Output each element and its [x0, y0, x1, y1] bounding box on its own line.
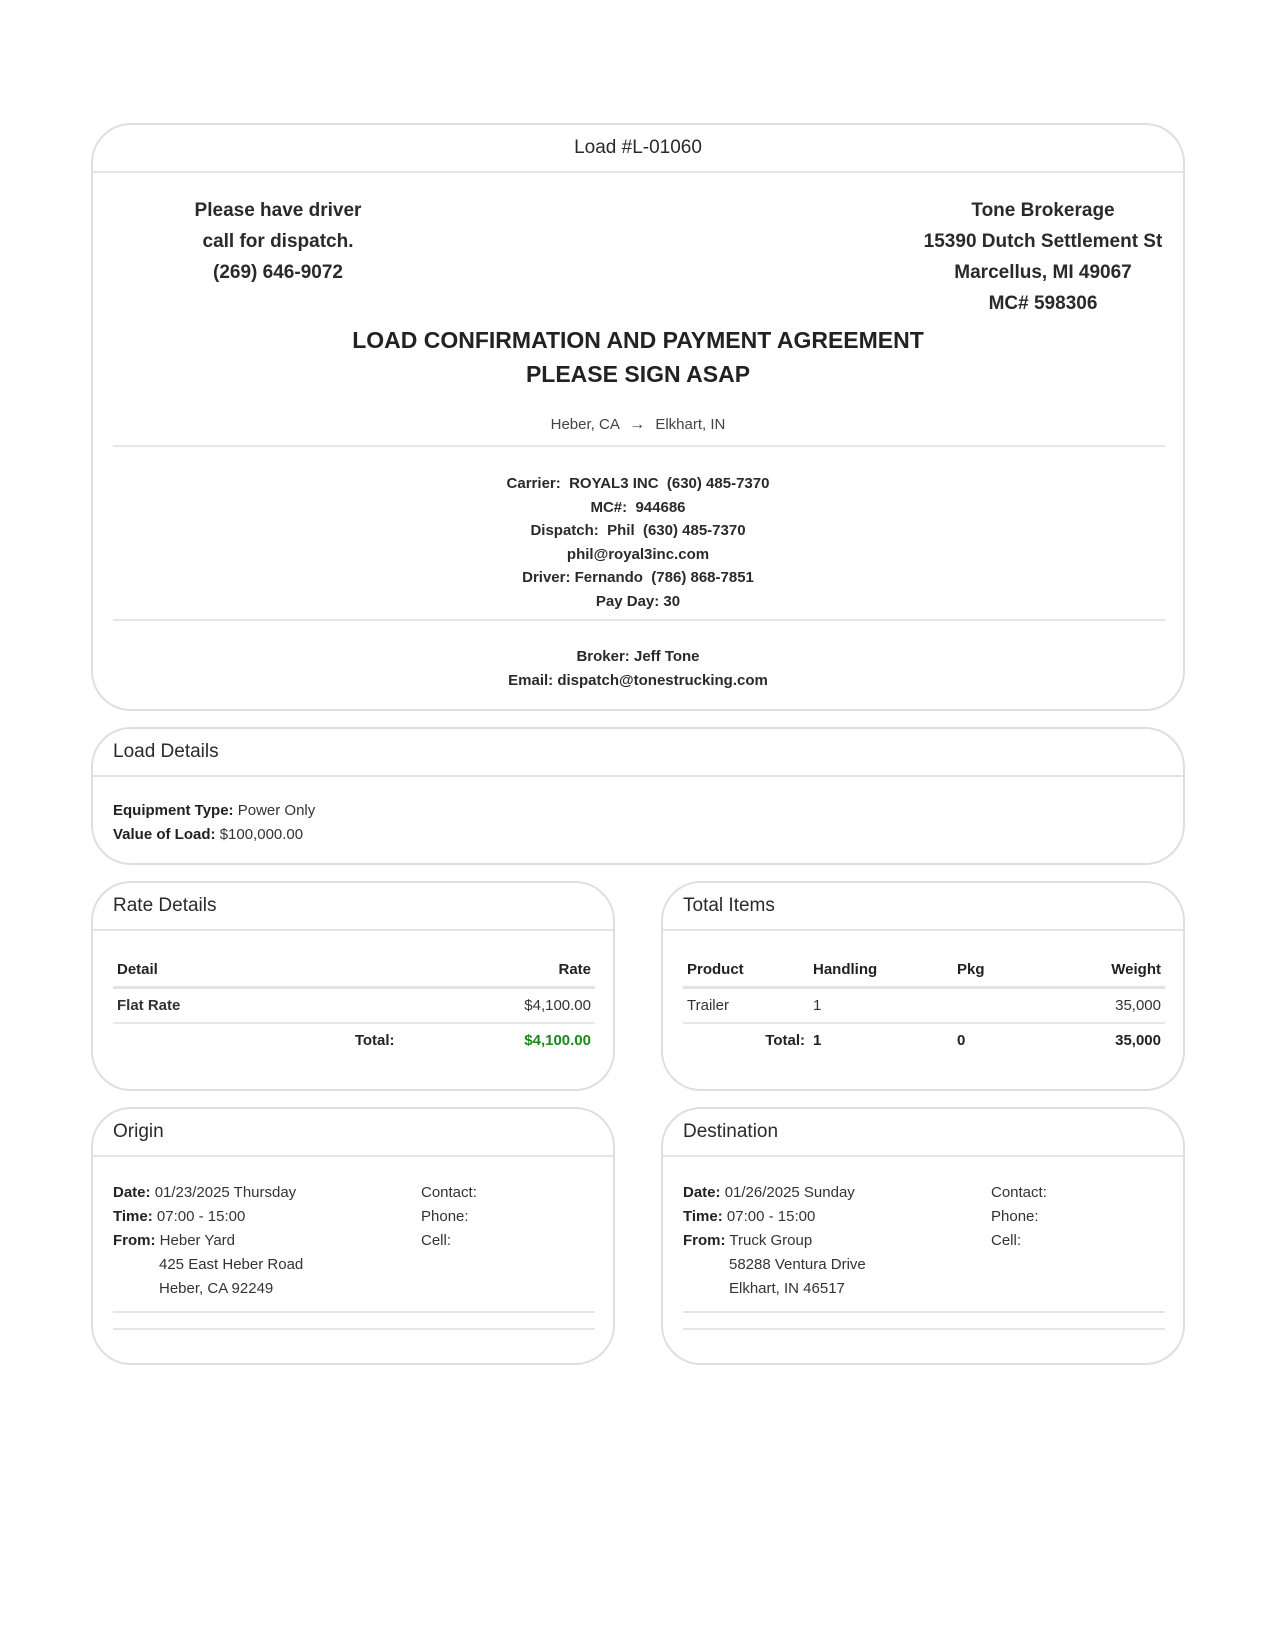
total-items-title: Total Items	[663, 883, 1183, 931]
dispatch-note	[193, 195, 363, 288]
from-value: Heber Yard	[159, 1232, 235, 1249]
items-total-handling: 1	[813, 1032, 822, 1049]
total-label: Total:	[354, 1032, 395, 1049]
broker-company-name: Tone Brokerage	[971, 200, 1115, 221]
total-row	[113, 1023, 595, 1057]
total-row	[683, 1023, 1165, 1057]
phone-label: Phone:	[421, 1208, 469, 1225]
broker-company-city: Marcellus, MI 49067	[954, 262, 1132, 283]
carrier-payday: Pay Day: 30	[595, 592, 681, 610]
items-total-label: Total:	[765, 1032, 805, 1049]
destination-card	[661, 1107, 1185, 1365]
carrier-dispatch: Dispatch: Phil (630) 485-7370	[530, 522, 746, 539]
contact-label: Contact:	[991, 1184, 1047, 1201]
divider	[113, 1328, 595, 1330]
table-row	[683, 988, 1165, 1024]
time-label: Time:	[683, 1208, 723, 1225]
divider	[113, 445, 1165, 447]
date-label: Date:	[113, 1184, 151, 1201]
col-weight: Weight	[1051, 953, 1165, 988]
route-destination: Elkhart, IN	[655, 416, 726, 433]
time-value: 07:00 - 15:00	[156, 1208, 246, 1225]
divider	[683, 1328, 1165, 1330]
divider	[113, 1311, 595, 1313]
dispatch-phone: (269) 646-9072	[213, 262, 343, 283]
load-details-card	[91, 727, 1185, 865]
origin-address-line1: 425 East Heber Road	[159, 1256, 304, 1273]
load-value-label: Value of Load:	[113, 826, 216, 843]
table-row	[113, 988, 595, 1024]
contact-label: Contact:	[421, 1184, 477, 1201]
load-details-title: Load Details	[93, 729, 1183, 777]
origin-time	[113, 1205, 413, 1229]
origin-title: Origin	[93, 1109, 613, 1157]
origin-schedule	[113, 1181, 413, 1301]
carrier-line: Carrier: ROYAL3 INC (630) 485-7370	[506, 475, 770, 492]
from-label: From:	[113, 1232, 156, 1249]
arrow-right-icon: →	[629, 416, 646, 433]
col-handling: Handling	[809, 953, 953, 988]
total-items-card	[661, 881, 1185, 1091]
cell-label: Cell:	[421, 1232, 452, 1249]
items-table	[683, 953, 1165, 1057]
item-weight: 35,000	[1051, 988, 1165, 1024]
rate-details-title: Rate Details	[93, 883, 613, 931]
item-product: Trailer	[683, 988, 809, 1024]
dispatch-note-line: Please have driver	[194, 200, 362, 221]
rate-detail-cell: Flat Rate	[113, 988, 301, 1024]
date-label: Date:	[683, 1184, 721, 1201]
destination-address-line2: Elkhart, IN 46517	[729, 1280, 845, 1297]
agreement-title: LOAD CONFIRMATION AND PAYMENT AGREEMENT	[352, 327, 924, 353]
route-origin: Heber, CA	[550, 416, 619, 433]
broker-email[interactable]: Email: dispatch@tonestrucking.com	[508, 671, 768, 689]
load-confirmation-card	[91, 123, 1185, 711]
destination-title: Destination	[663, 1109, 1183, 1157]
load-value-amount: $100,000.00	[219, 826, 304, 843]
rate-amount-cell: $4,100.00	[399, 988, 595, 1024]
origin-contact	[421, 1181, 601, 1253]
items-total-pkg: 0	[957, 1032, 966, 1049]
col-detail: Detail	[113, 953, 301, 988]
cell-label: Cell:	[991, 1232, 1022, 1249]
rate-table	[113, 953, 595, 1057]
divider	[683, 1311, 1165, 1313]
date-value: 01/23/2025 Thursday	[154, 1184, 297, 1201]
destination-schedule	[683, 1181, 983, 1301]
col-pkg: Pkg	[953, 953, 1051, 988]
broker-name: Broker: Jeff Tone	[576, 648, 700, 665]
destination-date	[683, 1181, 983, 1205]
destination-time	[683, 1205, 983, 1229]
col-product: Product	[683, 953, 809, 988]
carrier-block	[93, 472, 1183, 613]
items-total-weight: 35,000	[1115, 1032, 1161, 1049]
table-header-row	[683, 953, 1165, 988]
carrier-email[interactable]: phil@royal3inc.com	[566, 545, 710, 563]
total-amount: $4,100.00	[524, 1032, 591, 1049]
origin-from	[113, 1229, 413, 1253]
date-value: 01/26/2025 Sunday	[724, 1184, 855, 1201]
broker-company-mc: MC# 598306	[988, 293, 1098, 314]
from-label: From:	[683, 1232, 726, 1249]
agreement-subtitle: PLEASE SIGN ASAP	[525, 361, 751, 387]
rate-details-card	[91, 881, 615, 1091]
col-rate: Rate	[399, 953, 595, 988]
load-details-body	[113, 799, 315, 847]
load-number: Load #L-01060	[93, 125, 1183, 173]
destination-contact	[991, 1181, 1171, 1253]
broker-company-block	[833, 195, 1253, 319]
table-header-row	[113, 953, 595, 988]
origin-address-line2: Heber, CA 92249	[159, 1280, 274, 1297]
dispatch-note-line: call for dispatch.	[202, 231, 354, 252]
route	[93, 416, 1183, 434]
item-handling: 1	[809, 988, 953, 1024]
from-value: Truck Group	[729, 1232, 813, 1249]
origin-date	[113, 1181, 413, 1205]
carrier-driver: Driver: Fernando (786) 868-7851	[522, 569, 754, 586]
load-value	[113, 823, 315, 847]
time-label: Time:	[113, 1208, 153, 1225]
time-value: 07:00 - 15:00	[726, 1208, 816, 1225]
broker-company-street: 15390 Dutch Settlement St	[923, 231, 1163, 252]
destination-from	[683, 1229, 983, 1253]
equipment-type-label: Equipment Type:	[113, 802, 234, 819]
phone-label: Phone:	[991, 1208, 1039, 1225]
divider	[113, 619, 1165, 621]
carrier-mc: MC#: 944686	[590, 498, 686, 516]
equipment-type	[113, 799, 315, 823]
destination-address-line1: 58288 Ventura Drive	[729, 1256, 866, 1273]
origin-card	[91, 1107, 615, 1365]
broker-contact	[93, 645, 1183, 692]
item-pkg	[953, 988, 1051, 1024]
equipment-type-value: Power Only	[237, 802, 316, 819]
